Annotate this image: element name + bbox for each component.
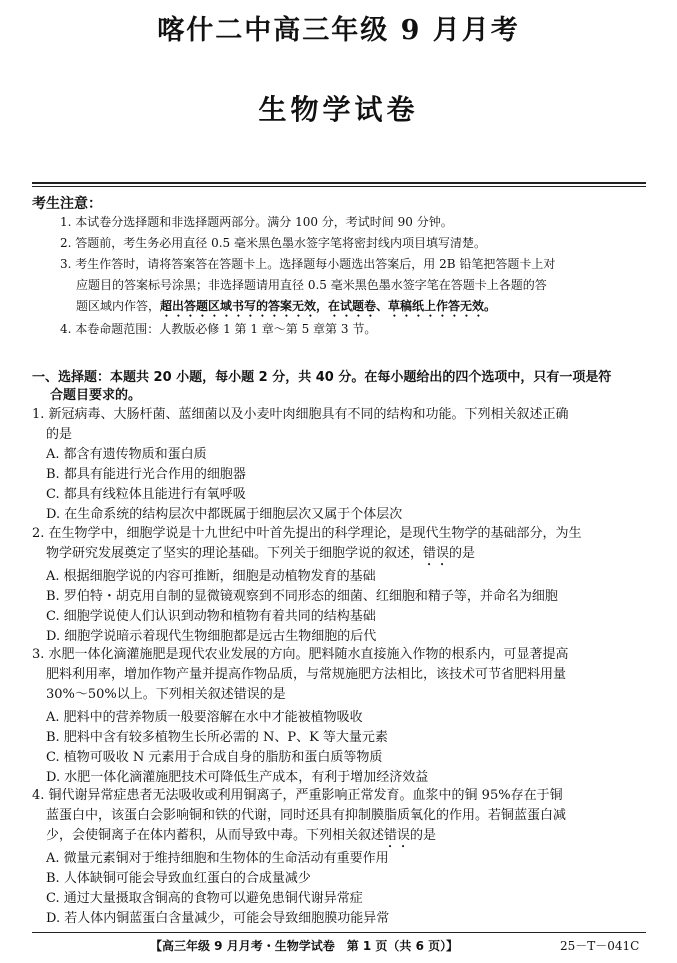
question-3-option-b: B. 肥料中含有较多植物生长所必需的 N、P、K 等大量元素 <box>46 730 388 745</box>
question-2-emphasis: 错误 <box>423 546 450 561</box>
question-4-stem-tail: 的是 <box>410 828 437 843</box>
question-1-stem: 1. 新冠病毒、大肠杆菌、蓝细菌以及小麦叶肉细胞具有不同的结构和功能。下列相关叙述正确 <box>32 407 569 422</box>
question-3-option-a: A. 肥料中的营养物质一般要溶解在水中才能被植物吸收 <box>46 710 363 725</box>
question-2-stem-text: 物学研究发展奠定了坚实的理论基础。下列关于细胞学说的叙述， <box>46 546 424 561</box>
question-4-emphasis: 错误 <box>384 828 411 843</box>
question-4-stem-cont: 蓝蛋白中，该蛋白会影响铜和铁的代谢，同时还具有抑制膜脂质氧化的作用。若铜蓝蛋白减 <box>46 808 567 823</box>
section-heading-cont: 合题目要求的。 <box>50 388 142 403</box>
notice-item-4: 4. 本卷命题范围：人教版必修 1 第 1 章～第 5 章第 3 节。 <box>60 322 377 336</box>
question-2-option-c: C. 细胞学说使人们认识到动物和植物有着共同的结构基础 <box>46 609 376 624</box>
question-3-stem: 3. 水肥一体化滴灌施肥是现代农业发展的方向。肥料随水直接施入作物的根系内，可显著提高 <box>32 647 569 662</box>
notice-item-3-end <box>76 296 648 320</box>
subject-title: 生物学试卷 <box>258 93 419 126</box>
question-4-option-b: B. 人体缺铜可能会导致血红蛋白的合成量减少 <box>46 871 311 886</box>
notice-title: 考生注意： <box>32 196 102 212</box>
question-3-stem-end: 30%～50%以上。下列相关叙述错误的是 <box>46 687 286 702</box>
notice-item-2: 2. 答题前，考生务必用直径 0.5 毫米黑色墨水签字笔将密封线内项目填写清楚。 <box>60 236 486 250</box>
notice-warning: 超出答题区域书写的答案无效，在试题卷、草稿纸上作答无效。 <box>160 299 497 313</box>
footer-rule <box>32 932 646 933</box>
section-heading: 一、选择题：本题共 20 小题，每小题 2 分，共 40 分。在每小题给出的四个选项中，只有一项是符 <box>32 370 612 385</box>
notice-item-3-prefix: 题区域内作答， <box>76 299 161 313</box>
question-4-option-a: A. 微量元素铜对于维持细胞和生物体的生命活动有重要作用 <box>46 851 389 866</box>
question-4-option-d: D. 若人体内铜蓝蛋白含量减少，可能会导致细胞膜功能异常 <box>46 911 390 926</box>
header-rule-thin <box>32 186 646 187</box>
question-3-option-d: D. 水肥一体化滴灌施肥技术可降低生产成本，有利于增加经济效益 <box>46 770 429 785</box>
question-2-option-a: A. 根据细胞学说的内容可推断，细胞是动植物发育的基础 <box>46 569 376 584</box>
question-1-stem-cont: 的是 <box>46 427 73 442</box>
question-1-option-c: C. 都具有线粒体且能进行有氧呼吸 <box>46 487 246 502</box>
question-3-stem-cont: 肥料利用率，增加作物产量并提高作物品质，与常规施肥方法相比，该技术可节省肥料用量 <box>46 667 567 682</box>
question-1-option-d: D. 在生命系统的结构层次中都既属于细胞层次又属于个体层次 <box>46 507 403 522</box>
notice-item-1: 1. 本试卷分选择题和非选择题两部分。满分 100 分，考试时间 90 分钟。 <box>60 215 453 229</box>
notice-item-3-cont: 应题目的答案标号涂黑；非选择题请用直径 0.5 毫米黑色墨水签字笔在答题卡上各题的答 <box>76 278 547 292</box>
notice-item-3: 3. 考生作答时，请将答案答在答题卡上。选择题每小题选出答案后，用 2B 铅笔把答题卡上对 <box>60 257 556 271</box>
page-footer: 【高三年级 9 月月考・生物学试卷 第 1 页（共 6 页）】 <box>150 939 459 953</box>
question-3-option-c: C. 植物可吸收 N 元素用于合成自身的脂肪和蛋白质等物质 <box>46 750 383 765</box>
question-2-option-d: D. 细胞学说暗示着现代生物细胞都是远古生物细胞的后代 <box>46 629 377 644</box>
question-4-stem: 4. 铜代谢异常症患者无法吸收或利用铜离子，严重影响正常发育。血浆中的铜 95%存在于铜 <box>32 788 563 803</box>
question-1-option-a: A. 都含有遗传物质和蛋白质 <box>46 447 207 462</box>
exam-title: 喀什二中高三年级 9 月月考 <box>157 15 520 46</box>
question-1-option-b: B. 都具有能进行光合作用的细胞器 <box>46 467 246 482</box>
question-2-stem-tail: 的是 <box>449 546 476 561</box>
question-4-option-c: C. 通过大量摄取含铜高的食物可以避免患铜代谢异常症 <box>46 891 363 906</box>
question-2-stem: 2. 在生物学中，细胞学说是十九世纪中叶首先提出的科学理论，是现代生物学的基础部分，为生 <box>32 526 582 541</box>
header-rule-thick <box>32 182 646 184</box>
paper-code: 25－T－041C <box>560 939 640 953</box>
question-4-stem-text: 少，会使铜离子在体内蓄积，从而导致中毒。下列相关叙述 <box>46 828 385 843</box>
question-2-option-b: B. 罗伯特・胡克用自制的显微镜观察到不同形态的细菌、红细胞和精子等，并命名为细胞 <box>46 589 558 604</box>
